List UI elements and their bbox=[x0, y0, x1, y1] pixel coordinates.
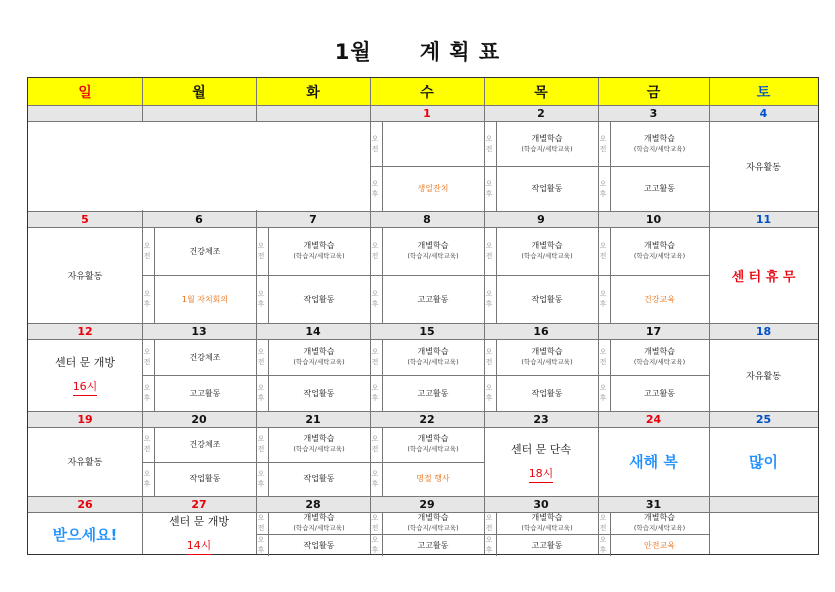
activity-detail: (학습지/세탁교육) bbox=[633, 144, 686, 153]
morning-activity bbox=[610, 227, 709, 275]
am-label: 오 전 bbox=[599, 348, 607, 366]
date-number: 7 bbox=[309, 212, 317, 226]
afternoon-activity bbox=[382, 462, 484, 497]
date-number: 13 bbox=[191, 324, 207, 338]
date-number: 21 bbox=[305, 412, 321, 426]
column-divider bbox=[598, 78, 599, 554]
weekday-4: 목 bbox=[484, 78, 598, 105]
pm-label: 오 후 bbox=[371, 384, 379, 402]
afternoon-activity bbox=[382, 166, 484, 211]
date-number: 4 bbox=[759, 106, 768, 120]
activity-text: 개별학습 bbox=[417, 513, 449, 522]
page-title bbox=[0, 36, 835, 66]
morning-activity bbox=[496, 227, 598, 275]
morning-activity bbox=[610, 121, 709, 166]
afternoon-activity bbox=[268, 534, 370, 556]
activity-detail: (학습지/세탁교육) bbox=[293, 445, 345, 454]
am-label: 오 전 bbox=[485, 514, 493, 532]
weekday-3: 수 bbox=[370, 78, 484, 105]
activity-text: 건강체조 bbox=[189, 439, 221, 449]
activity-text: 개별학습 bbox=[531, 347, 563, 356]
day-note-text: 자유활동 bbox=[67, 271, 103, 282]
am-label: 오 전 bbox=[371, 348, 379, 366]
title-plan: 계 획 표 bbox=[419, 40, 501, 64]
afternoon-activity bbox=[268, 275, 370, 323]
afternoon-activity bbox=[154, 275, 256, 323]
afternoon-activity bbox=[496, 275, 598, 323]
pm-label: 오 후 bbox=[257, 290, 265, 308]
pm-label: 오 후 bbox=[599, 384, 607, 402]
morning-activity bbox=[382, 512, 484, 534]
activity-detail: (학습지/세탁교육) bbox=[521, 524, 573, 532]
pm-label: 오 후 bbox=[371, 469, 379, 488]
morning-activity bbox=[154, 339, 256, 375]
afternoon-activity bbox=[496, 375, 598, 411]
day-note-time: 18시 bbox=[529, 465, 554, 483]
day-note bbox=[709, 227, 818, 323]
morning-activity bbox=[268, 227, 370, 275]
date-number: 11 bbox=[755, 212, 772, 226]
date-number: 31 bbox=[645, 497, 662, 511]
activity-text: 작업활동 bbox=[303, 474, 335, 484]
activity-text: 작업활동 bbox=[303, 294, 335, 304]
column-divider bbox=[484, 78, 485, 554]
date-number: 14 bbox=[305, 324, 321, 338]
activity-text: 개별학습 bbox=[644, 513, 675, 522]
afternoon-activity bbox=[496, 166, 598, 211]
morning-activity bbox=[382, 121, 484, 166]
pm-label: 오 후 bbox=[485, 290, 493, 308]
activity-text: 건강교육 bbox=[644, 294, 675, 304]
date-number bbox=[28, 105, 142, 121]
activity-text: 개별학습 bbox=[531, 513, 563, 522]
pm-label: 오 후 bbox=[143, 469, 151, 488]
date-number bbox=[142, 105, 256, 121]
afternoon-activity bbox=[496, 534, 598, 556]
date-number: 28 bbox=[305, 497, 321, 511]
day-note-text: 자유활동 bbox=[67, 458, 103, 468]
activity-detail: (학습지/세탁교육) bbox=[293, 252, 345, 260]
activity-text: 작업활동 bbox=[303, 540, 335, 550]
day-note-text: 센터 문 개방 bbox=[168, 515, 230, 528]
activity-text: 명절 행사 bbox=[416, 474, 450, 484]
activity-text: 작업활동 bbox=[531, 184, 563, 193]
column-divider bbox=[370, 78, 371, 554]
activity-detail: (학습지/세탁교육) bbox=[407, 358, 459, 366]
date-number: 19 bbox=[77, 412, 93, 426]
date-number: 12 bbox=[77, 324, 93, 338]
activity-text: 고고활동 bbox=[417, 294, 449, 304]
afternoon-activity bbox=[382, 534, 484, 556]
am-label: 오 전 bbox=[371, 134, 379, 153]
morning-activity bbox=[496, 339, 598, 375]
day-note-text: 센터 문 단속 bbox=[510, 442, 572, 456]
activity-text: 고고활동 bbox=[417, 388, 449, 398]
activity-text: 작업활동 bbox=[189, 474, 221, 484]
day-note-text: 새해 복 bbox=[629, 453, 678, 471]
pm-label: 오 후 bbox=[371, 290, 379, 308]
activity-text: 고고활동 bbox=[417, 540, 449, 550]
activity-detail: (학습지/세탁교육) bbox=[293, 358, 345, 366]
pm-label: 오 후 bbox=[257, 469, 265, 488]
day-note bbox=[709, 427, 818, 496]
activity-text: 개별학습 bbox=[644, 241, 675, 250]
day-note-text: 센 터 휴 무 bbox=[731, 269, 796, 285]
empty-block bbox=[29, 122, 369, 210]
date-number: 5 bbox=[81, 212, 89, 226]
calendar-table bbox=[27, 77, 819, 555]
activity-detail: (학습지/세탁교육) bbox=[407, 252, 459, 260]
day-note-text: 센터 문 개방 bbox=[54, 356, 116, 369]
date-number bbox=[256, 105, 370, 121]
morning-activity bbox=[496, 512, 598, 534]
date-number: 24 bbox=[645, 412, 662, 426]
date-number: 1 bbox=[423, 106, 431, 120]
pm-label: 오 후 bbox=[485, 536, 493, 554]
date-number: 23 bbox=[533, 412, 549, 426]
morning-activity bbox=[496, 121, 598, 166]
date-number: 9 bbox=[537, 212, 545, 226]
activity-text: 1월 자치회의 bbox=[181, 294, 229, 304]
activity-detail: (학습지/세탁교육) bbox=[407, 445, 459, 454]
activity-text: 개별학습 bbox=[644, 347, 675, 356]
activity-text: 개별학습 bbox=[417, 241, 449, 250]
morning-activity bbox=[382, 427, 484, 462]
activity-detail: (학습지/세탁교육) bbox=[521, 144, 573, 153]
date-number: 10 bbox=[645, 212, 662, 226]
am-label: 오 전 bbox=[371, 435, 379, 454]
activity-text: 개별학습 bbox=[531, 241, 563, 250]
activity-detail: (학습지/세탁교육) bbox=[521, 358, 573, 366]
am-label: 오 전 bbox=[485, 134, 493, 153]
activity-text: 개별학습 bbox=[303, 347, 335, 356]
activity-detail: (학습지/세탁교육) bbox=[407, 524, 459, 532]
date-number: 22 bbox=[419, 412, 435, 426]
activity-text: 생일잔치 bbox=[417, 184, 449, 193]
pm-label: 오 후 bbox=[599, 179, 607, 198]
activity-text: 고고활동 bbox=[644, 388, 675, 398]
am-label: 오 전 bbox=[599, 514, 607, 532]
am-label: 오 전 bbox=[599, 242, 607, 260]
activity-detail: (학습지/세탁교육) bbox=[293, 524, 345, 532]
activity-text: 개별학습 bbox=[303, 434, 335, 444]
day-note bbox=[142, 512, 256, 556]
afternoon-activity bbox=[154, 462, 256, 497]
morning-activity bbox=[382, 227, 484, 275]
date-number: 2 bbox=[537, 106, 545, 120]
day-note-time: 14시 bbox=[187, 537, 212, 555]
morning-activity bbox=[154, 227, 256, 275]
date-number: 18 bbox=[755, 324, 772, 338]
title-month: 1월 bbox=[334, 40, 372, 64]
day-note-text: 받으세요! bbox=[52, 525, 118, 544]
afternoon-activity bbox=[268, 375, 370, 411]
date-number: 20 bbox=[191, 412, 207, 426]
date-number: 6 bbox=[195, 212, 203, 226]
activity-detail: (학습지/세탁교육) bbox=[521, 252, 573, 260]
am-label: 오 전 bbox=[257, 242, 265, 260]
date-number: 25 bbox=[755, 412, 772, 426]
am-label: 오 전 bbox=[143, 435, 151, 454]
morning-activity bbox=[268, 339, 370, 375]
am-label: 오 전 bbox=[599, 134, 607, 153]
activity-text: 개별학습 bbox=[531, 133, 563, 143]
weekday-2: 화 bbox=[256, 78, 370, 105]
day-note-text: 자유활동 bbox=[746, 162, 781, 173]
am-label: 오 전 bbox=[371, 242, 379, 260]
afternoon-activity bbox=[610, 534, 709, 556]
am-label: 오 전 bbox=[371, 514, 379, 532]
afternoon-activity bbox=[610, 275, 709, 323]
am-label: 오 전 bbox=[143, 348, 151, 366]
afternoon-activity bbox=[610, 375, 709, 411]
pm-label: 오 후 bbox=[599, 290, 607, 308]
day-note bbox=[28, 427, 142, 496]
date-number: 29 bbox=[419, 497, 435, 511]
afternoon-activity bbox=[268, 462, 370, 497]
afternoon-activity bbox=[382, 275, 484, 323]
morning-activity bbox=[610, 512, 709, 534]
day-note bbox=[709, 339, 818, 411]
date-number bbox=[709, 496, 818, 512]
day-note bbox=[28, 339, 142, 411]
pm-label: 오 후 bbox=[143, 290, 151, 308]
activity-text: 작업활동 bbox=[531, 388, 563, 398]
activity-detail: (학습지/세탁교육) bbox=[633, 252, 686, 260]
weekday-6: 토 bbox=[709, 78, 818, 105]
activity-text: 안전교육 bbox=[644, 540, 675, 550]
day-note bbox=[484, 427, 598, 496]
am-label: 오 전 bbox=[485, 348, 493, 366]
activity-detail: (학습지/세탁교육) bbox=[633, 358, 686, 366]
weekday-5: 금 bbox=[598, 78, 709, 105]
activity-text: 개별학습 bbox=[303, 241, 335, 250]
date-number: 3 bbox=[649, 106, 658, 120]
date-number: 16 bbox=[533, 324, 549, 338]
pm-label: 오 후 bbox=[371, 536, 379, 554]
activity-text: 작업활동 bbox=[303, 388, 335, 398]
am-label: 오 전 bbox=[485, 242, 493, 260]
date-number: 30 bbox=[533, 497, 549, 511]
activity-detail: (학습지/세탁교육) bbox=[633, 524, 686, 532]
activity-text: 고고활동 bbox=[644, 184, 675, 193]
date-number: 8 bbox=[423, 212, 431, 226]
afternoon-activity bbox=[610, 166, 709, 211]
activity-text: 개별학습 bbox=[644, 133, 675, 143]
column-divider bbox=[709, 78, 710, 554]
pm-label: 오 후 bbox=[257, 536, 265, 554]
pm-label: 오 후 bbox=[485, 179, 493, 198]
pm-label: 오 후 bbox=[143, 384, 151, 402]
am-label: 오 전 bbox=[257, 348, 265, 366]
afternoon-activity bbox=[154, 375, 256, 411]
activity-text: 고고활동 bbox=[531, 540, 563, 550]
date-number: 26 bbox=[77, 497, 93, 511]
pm-label: 오 후 bbox=[599, 536, 607, 554]
morning-activity bbox=[382, 339, 484, 375]
morning-activity bbox=[268, 427, 370, 462]
activity-text: 고고활동 bbox=[189, 388, 221, 398]
date-number: 15 bbox=[419, 324, 435, 338]
day-note-time: 16시 bbox=[73, 378, 98, 396]
day-note bbox=[28, 227, 142, 323]
activity-text: 건강체조 bbox=[189, 352, 221, 362]
am-label: 오 전 bbox=[143, 242, 151, 260]
activity-text: 개별학습 bbox=[417, 347, 449, 356]
pm-label: 오 후 bbox=[485, 384, 493, 402]
activity-text: 개별학습 bbox=[417, 434, 449, 444]
am-label: 오 전 bbox=[257, 435, 265, 454]
am-label: 오 전 bbox=[257, 514, 265, 532]
morning-activity bbox=[610, 339, 709, 375]
weekday-1: 월 bbox=[142, 78, 256, 105]
day-note bbox=[709, 121, 818, 211]
day-note bbox=[598, 427, 709, 496]
pm-label: 오 후 bbox=[371, 179, 379, 198]
activity-text: 작업활동 bbox=[531, 294, 563, 304]
day-note-text: 자유활동 bbox=[746, 371, 781, 382]
morning-activity bbox=[154, 427, 256, 462]
pm-label: 오 후 bbox=[257, 384, 265, 402]
activity-text: 개별학습 bbox=[303, 513, 335, 522]
day-note-text: 많이 bbox=[749, 453, 778, 471]
activity-text: 건강체조 bbox=[189, 246, 221, 256]
date-number: 17 bbox=[645, 324, 662, 338]
weekday-0: 일 bbox=[28, 78, 142, 105]
afternoon-activity bbox=[382, 375, 484, 411]
date-number: 27 bbox=[191, 497, 207, 511]
morning-activity bbox=[268, 512, 370, 534]
day-note bbox=[28, 512, 142, 556]
